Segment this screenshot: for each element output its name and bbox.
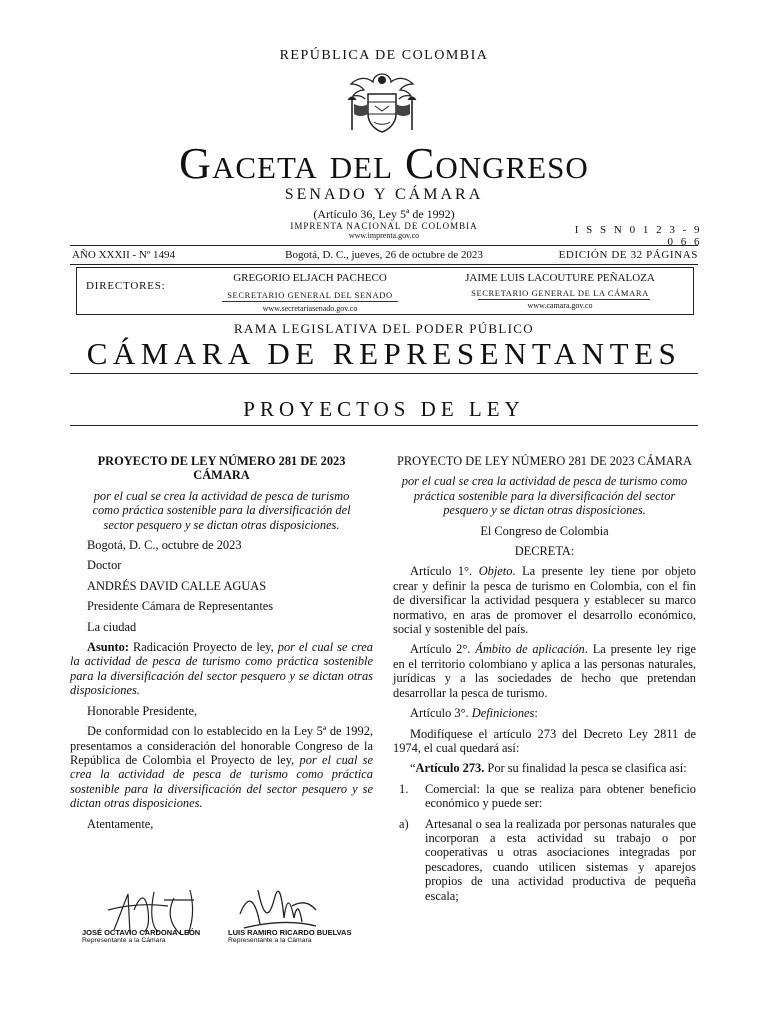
bill-title: PROYECTO DE LEY NÚMERO 281 DE 2023 CÁMARA	[397, 454, 692, 468]
body-paragraph	[70, 724, 373, 810]
signatures-block	[74, 880, 374, 964]
list-marker: a)	[399, 816, 409, 831]
colombia-coat-of-arms-icon	[344, 70, 420, 138]
senate-website-link[interactable]: www.secretariasenado.gov.co	[262, 304, 358, 313]
signature-2-name: LUIS RAMIRO RICARDO BUELVAS	[228, 928, 352, 937]
body-italic: por el cual se crea la actividad de pesca de turismo como práctica sostenible para la diversificación del sector pesquero y se dictan otras disposiciones.	[70, 752, 373, 811]
gazette-title: Gaceta del Congreso	[179, 139, 589, 188]
list-text: Artesanal o sea la realizada por personas naturales que incorporan a esta actividad su trabajo o por cooperativas u otras asociaciones integradas por pescadores, cuando utilicen sistemas y aparejos propios de una actividad productiva de pequeña escala;	[425, 816, 696, 903]
signature-1-role: Representante a la Cámara	[82, 937, 166, 944]
house-website-link[interactable]: www.camara.gov.co	[527, 301, 593, 310]
list-item	[393, 782, 696, 811]
greeting: Honorable Presidente,	[87, 703, 198, 718]
modify-paragraph: Modifíquese el artículo 273 del Decreto Ley 2811 de 1974, el cual quedará así:	[393, 726, 696, 755]
bill-title: PROYECTO DE LEY NÚMERO 281 DE 2023 CÁMARA	[97, 454, 346, 483]
article-3	[393, 706, 696, 720]
gazette-subtitle: SENADO Y CÁMARA	[284, 186, 484, 203]
senate-director-name: GREGORIO ELJACH PACHECO	[233, 272, 387, 284]
salutation: Doctor	[87, 558, 122, 573]
bill-subtitle: por el cual se crea la actividad de pesca de turismo como práctica sostenible para la diversificación del sector pesquero y se dictan otras disposiciones.	[92, 488, 351, 532]
edition-pages: EDICIÓN DE 32 PÁGINAS	[558, 249, 698, 261]
divider	[70, 264, 698, 265]
article-273-label: Artículo 273.	[415, 761, 485, 776]
subject-text: Radicación Proyecto de ley,	[129, 640, 278, 655]
divider	[478, 299, 650, 300]
article-3-name: Definiciones	[471, 706, 535, 721]
legal-basis: (Artículo 36, Ley 5ª de 1992)	[313, 207, 455, 221]
place-date: Bogotá, D. C., octubre de 2023	[87, 538, 242, 553]
chamber-heading: CÁMARA DE REPRESENTANTES	[86, 336, 682, 371]
right-column	[393, 454, 696, 909]
decree-heading: DECRETA:	[514, 544, 575, 559]
addressee-name: ANDRÉS DAVID CALLE AGUAS	[87, 578, 267, 593]
house-director-role: SECRETARIO GENERAL DE LA CÁMARA	[471, 288, 649, 298]
divider	[70, 245, 698, 246]
branch-heading: RAMA LEGISLATIVA DEL PODER PÚBLICO	[234, 321, 534, 336]
bill-subtitle: por el cual se crea la actividad de pesca de turismo como práctica sostenible para la diversificación del sector pesquero y se dictan otras disposiciones.	[401, 474, 688, 518]
body-text: De conformidad con lo establecido en la Ley 5ª de 1992, presentamos a consideración del honorable Congreso de la República de Colombia el Proyecto de ley,	[70, 724, 373, 767]
left-column	[70, 454, 373, 837]
subject-paragraph	[70, 640, 373, 698]
closing: Atentamente,	[87, 816, 154, 831]
subject-label: Asunto:	[87, 640, 129, 655]
list-item	[393, 817, 696, 903]
article-1-name: Objeto	[478, 564, 513, 579]
issue-date: Bogotá, D. C., jueves, 26 de octubre de 2023	[285, 249, 483, 261]
article-2-text: . La presente ley rige en el territorio colombiano y aplica a las personas naturales, jurídicas y a las sociedades de hecho que pretendan desarrollar la pesca de turismo.	[393, 642, 696, 700]
article-2-label: Artículo 2°.	[410, 642, 476, 657]
article-1-text: . La presente ley tiene por objeto crear y definir la pesca de turismo en Colombia, con el fin de diversificar la actividad pesquera y establecer su marco normativo, en aras de promover el desarrollo económico, social y sostenible del país.	[393, 564, 696, 637]
list-text: Comercial: la que se realiza para obtener beneficio económico y puede ser:	[425, 781, 696, 811]
divider	[70, 373, 698, 374]
year-number: AÑO XXXII - Nº 1494	[72, 249, 176, 261]
enacting-clause: El Congreso de Colombia	[480, 523, 609, 538]
article-273	[393, 761, 696, 775]
divider	[222, 301, 398, 302]
printer-name: IMPRENTA NACIONAL DE COLOMBIA	[290, 221, 478, 231]
article-3-colon: :	[534, 706, 538, 721]
article-2-name: Ámbito de aplicación	[475, 642, 585, 657]
city: La ciudad	[87, 619, 137, 634]
printer-website-link[interactable]: www.imprenta.gov.co	[348, 231, 420, 240]
list-marker: 1.	[399, 781, 409, 796]
article-3-label: Artículo 3°.	[410, 706, 472, 721]
senate-director-role: SECRETARIO GENERAL DEL SENADO	[227, 290, 393, 300]
divider	[70, 425, 698, 426]
subject-italic: por el cual se crea la actividad de pesca de turismo como práctica sostenible para la diversificación del sector pesquero y se dictan otras disposiciones.	[70, 640, 373, 698]
section-heading: PROYECTOS DE LEY	[243, 397, 525, 421]
directors-label: DIRECTORES:	[86, 280, 166, 292]
issn-number: I S S N 0 1 2 3 - 9 0 6 6	[574, 224, 702, 248]
article-1-label: Artículo 1°.	[410, 564, 479, 579]
signature-2-role: Representante a la Cámara	[228, 937, 312, 944]
signature-1-name: JOSÉ OCTAVIO CARDONA LEÓN	[82, 928, 201, 937]
article-2	[393, 642, 696, 700]
article-273-text: Por su finalidad la pesca se clasifica así:	[484, 761, 687, 776]
house-director-name: JAIME LUIS LACOUTURE PEÑALOZA	[465, 272, 655, 284]
article-1	[393, 564, 696, 636]
addressee-role: Presidente Cámara de Representantes	[87, 599, 274, 614]
country-name: REPÚBLICA DE COLOMBIA	[279, 48, 489, 63]
quote-open: “	[410, 761, 416, 776]
